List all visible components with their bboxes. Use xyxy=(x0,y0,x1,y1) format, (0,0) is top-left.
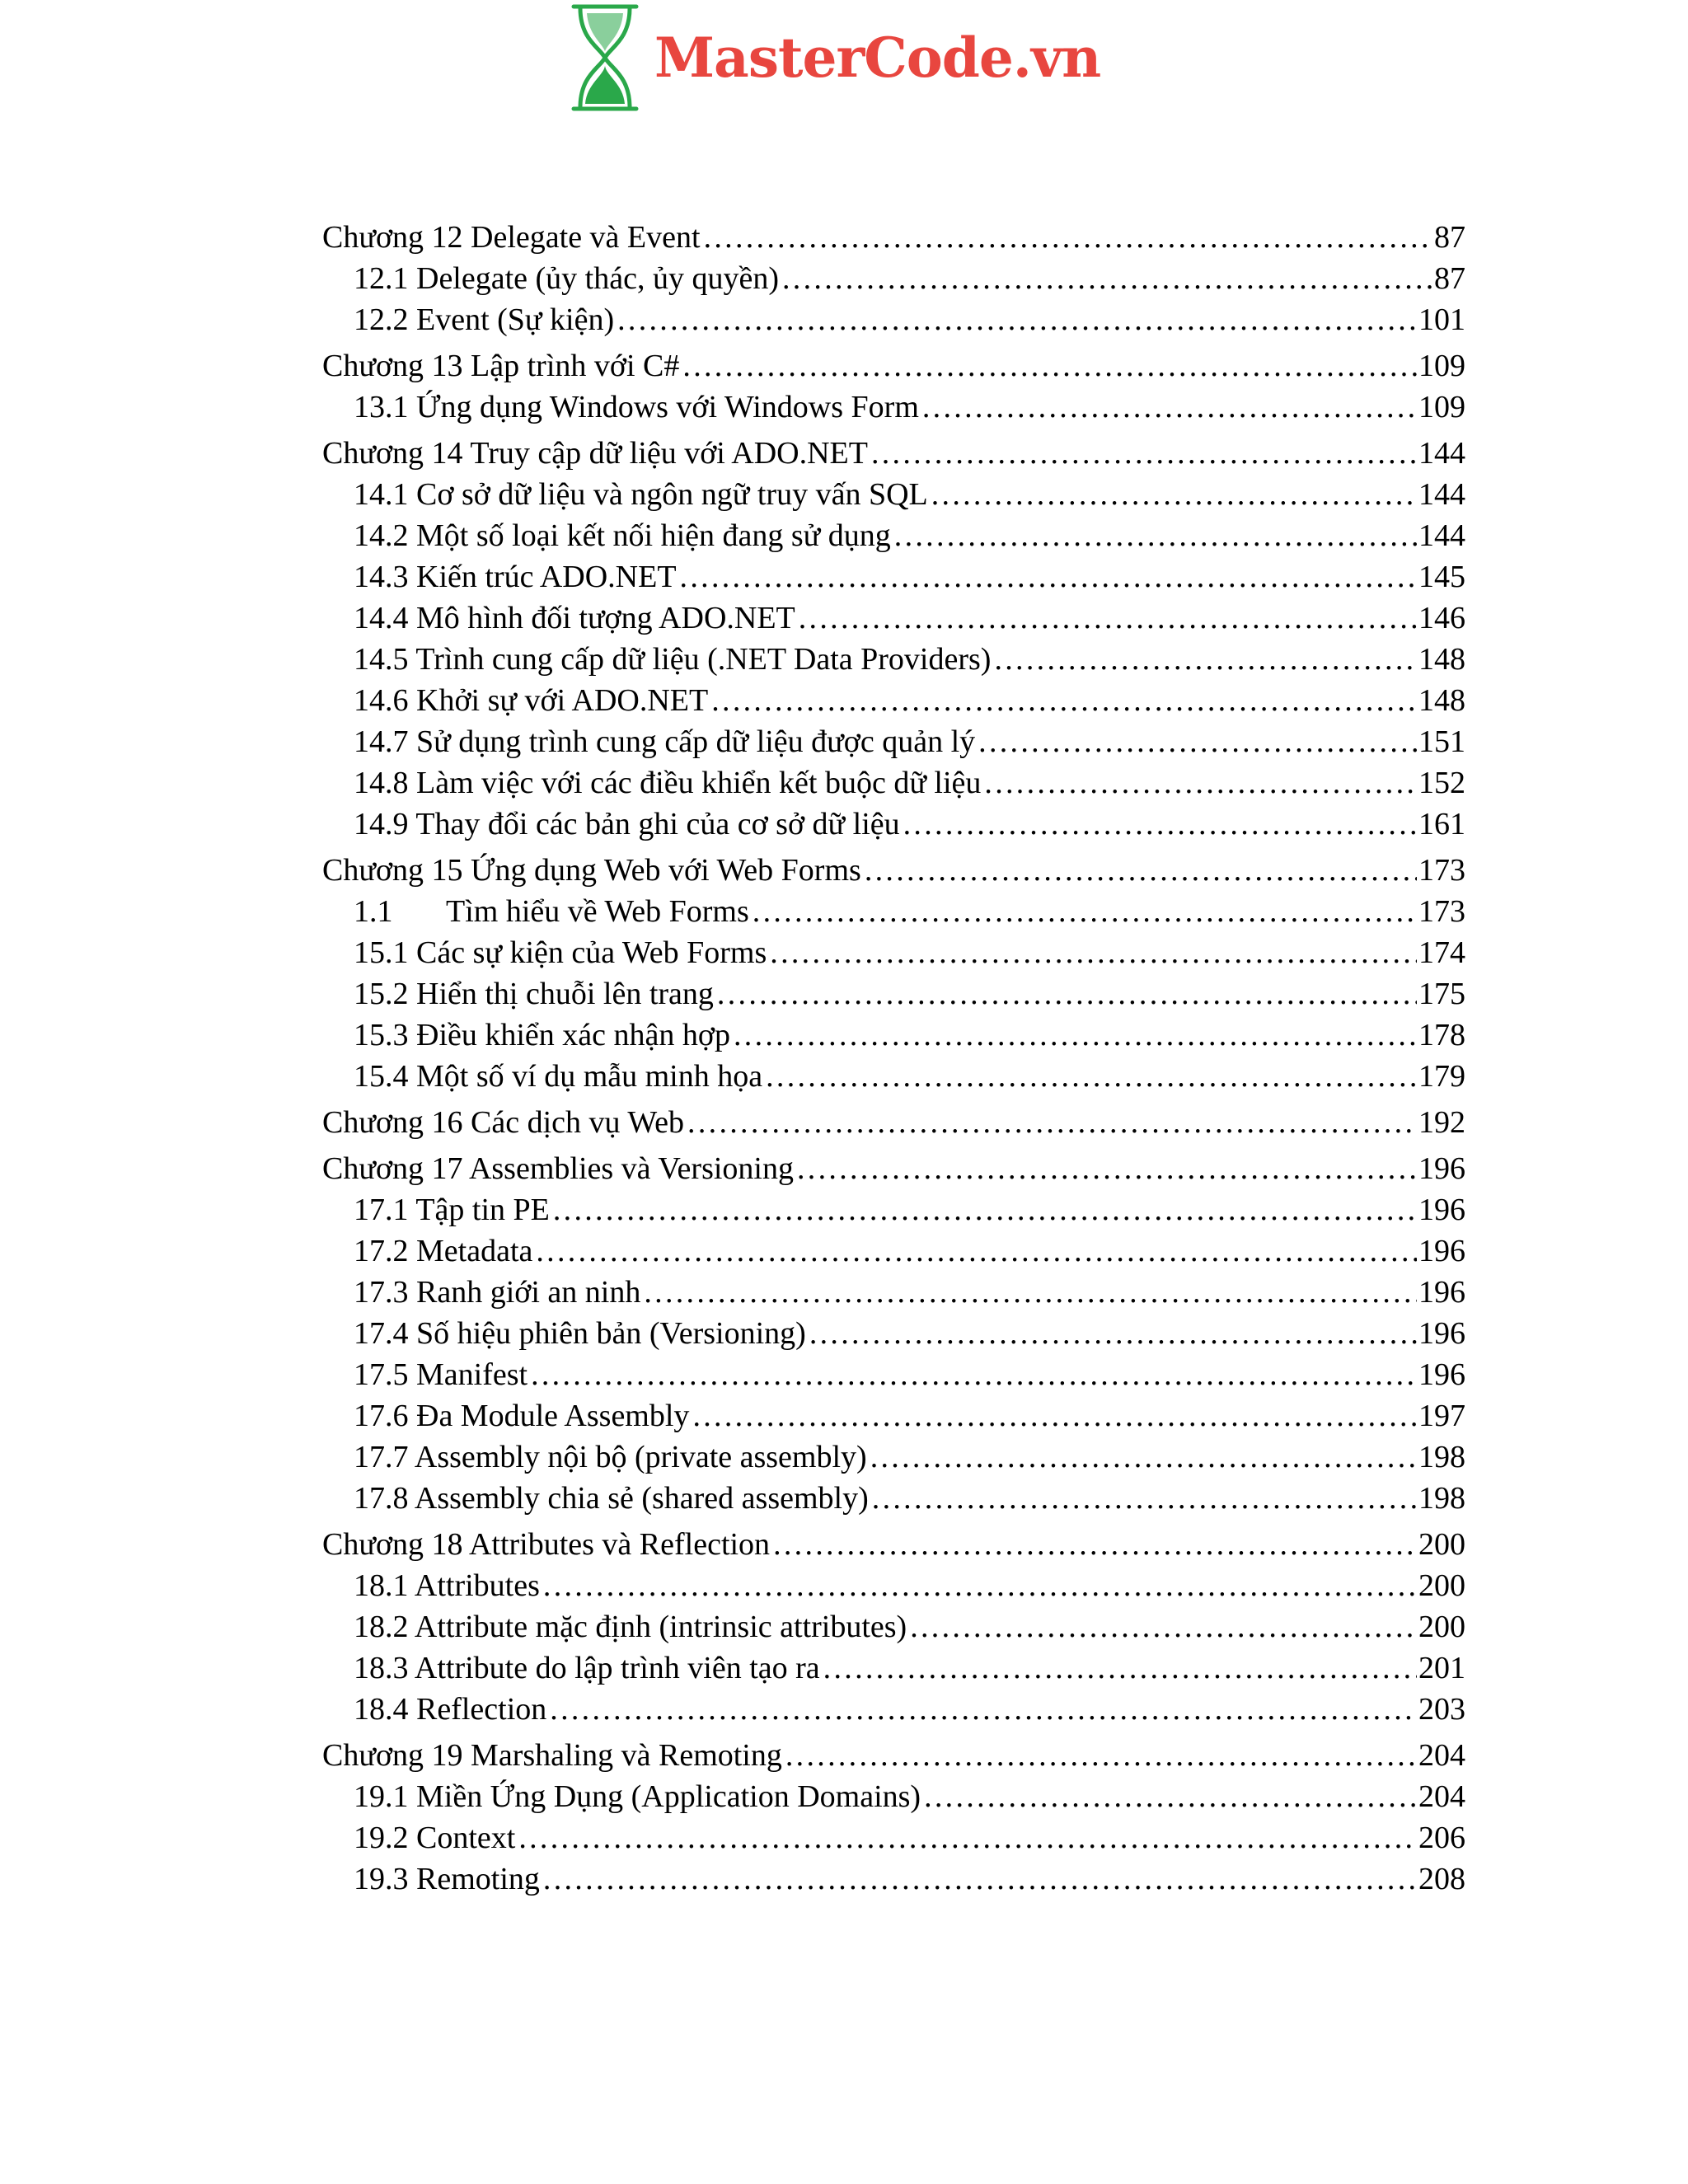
toc-dot-leader xyxy=(543,1858,1417,1900)
toc-page-number: 161 xyxy=(1418,807,1465,841)
toc-page-number: 152 xyxy=(1418,766,1465,800)
toc-section-entry[interactable] xyxy=(322,1189,1465,1230)
toc-page-number: 148 xyxy=(1418,642,1465,677)
toc-entry-title-text: 14.8 Làm việc với các điều khiển kết buộc dữ liệu xyxy=(354,766,982,800)
toc-section-entry[interactable] xyxy=(322,1647,1465,1689)
toc-entry-title-text: 17.2 Metadata xyxy=(354,1234,533,1268)
toc-entry-title-text: 14.5 Trình cung cấp dữ liệu (.NET Data Providers) xyxy=(354,642,992,677)
toc-chapter-entry[interactable] xyxy=(322,1148,1465,1189)
toc-entry-title xyxy=(354,762,981,804)
toc-chapter-entry[interactable] xyxy=(322,1524,1465,1565)
site-logo-text: MasterCode.vn xyxy=(654,26,1101,90)
toc-entry-title-text: 17.4 Số hiệu phiên bản (Versioning) xyxy=(354,1316,806,1351)
toc-entry-title-text: 18.2 Attribute mặc định (intrinsic attributes) xyxy=(354,1610,907,1644)
toc-page-number: 192 xyxy=(1418,1105,1465,1140)
toc-section-entry[interactable] xyxy=(322,1689,1465,1730)
toc-dot-leader xyxy=(865,850,1417,891)
toc-dot-leader xyxy=(809,1313,1417,1354)
toc-page-number: 175 xyxy=(1418,977,1465,1011)
toc-entry-title xyxy=(354,258,779,299)
toc-entry-title-text: 15.2 Hiển thị chuỗi lên trang xyxy=(354,977,714,1011)
toc-entry-title xyxy=(322,217,701,258)
toc-dot-leader xyxy=(766,1056,1417,1097)
toc-entry-title xyxy=(354,891,749,932)
toc-entry-title xyxy=(354,639,991,680)
toc-section-entry[interactable] xyxy=(322,973,1465,1015)
toc-dot-leader xyxy=(531,1354,1417,1395)
toc-dot-leader xyxy=(797,1148,1417,1189)
toc-dot-leader xyxy=(785,1735,1417,1776)
toc-entry-title xyxy=(354,680,708,721)
toc-entry-title xyxy=(354,932,767,973)
toc-page-number: 173 xyxy=(1418,853,1465,888)
toc-section-entry[interactable] xyxy=(322,1395,1465,1436)
toc-dot-leader xyxy=(617,299,1417,340)
toc-dot-leader xyxy=(553,1189,1417,1230)
toc-entry-title xyxy=(322,850,861,891)
toc-chapter-entry[interactable] xyxy=(322,1102,1465,1143)
toc-entry-title-text: Chương 12 Delegate và Event xyxy=(322,220,701,255)
toc-page-number: 101 xyxy=(1418,302,1465,337)
toc-entry-title xyxy=(354,515,891,556)
toc-page-number: 196 xyxy=(1418,1151,1465,1186)
toc-dot-leader xyxy=(782,258,1432,299)
toc-entry-title xyxy=(322,1524,770,1565)
toc-entry-title-text: 14.3 Kiến trúc ADO.NET xyxy=(354,560,677,594)
toc-dot-leader xyxy=(644,1272,1417,1313)
toc-entry-title-text: Chương 14 Truy cập dữ liệu với ADO.NET xyxy=(322,436,868,471)
toc-entry-title xyxy=(354,1817,515,1858)
toc-page-number: 206 xyxy=(1418,1821,1465,1855)
toc-entry-title xyxy=(354,1272,640,1313)
toc-entry-title xyxy=(354,1354,528,1395)
toc-chapter-entry[interactable] xyxy=(322,1735,1465,1776)
toc-dot-leader xyxy=(717,973,1417,1015)
toc-entry-title xyxy=(322,345,679,387)
toc-page-number: 179 xyxy=(1418,1059,1465,1094)
toc-section-entry[interactable] xyxy=(322,474,1465,515)
toc-page-number: 109 xyxy=(1418,390,1465,424)
toc-page-number: 196 xyxy=(1418,1193,1465,1227)
toc-entry-title-text: 14.6 Khởi sự với ADO.NET xyxy=(354,683,709,718)
toc-entry-title-text: 14.9 Thay đổi các bản ghi của cơ sở dữ liệu xyxy=(354,807,900,841)
toc-section-entry[interactable] xyxy=(322,1015,1465,1056)
toc-entry-title-text: 17.5 Manifest xyxy=(354,1357,528,1392)
toc-section-entry[interactable] xyxy=(322,299,1465,340)
toc-section-entry[interactable] xyxy=(322,804,1465,845)
toc-page-number: 109 xyxy=(1418,349,1465,383)
toc-dot-leader xyxy=(922,387,1417,428)
toc-entry-title xyxy=(354,1606,907,1647)
toc-entry-title xyxy=(354,598,795,639)
toc-dot-leader xyxy=(682,345,1417,387)
toc-entry-title xyxy=(354,1647,820,1689)
toc-section-entry[interactable] xyxy=(322,1606,1465,1647)
toc-section-entry[interactable] xyxy=(322,1817,1465,1858)
toc-entry-title xyxy=(354,387,919,428)
toc-dot-leader xyxy=(734,1015,1417,1056)
toc-entry-title xyxy=(354,1056,762,1097)
toc-page-number: 203 xyxy=(1418,1692,1465,1727)
toc-section-entry[interactable] xyxy=(322,515,1465,556)
toc-section-entry[interactable] xyxy=(322,598,1465,639)
toc-dot-leader xyxy=(910,1606,1417,1647)
hourglass-icon xyxy=(567,2,643,114)
toc-entry-title-text: 17.6 Đa Module Assembly xyxy=(354,1399,690,1433)
toc-page-number: 198 xyxy=(1418,1481,1465,1516)
toc-entry-title-text: 19.1 Miền Ứng Dụng (Application Domains) xyxy=(354,1779,921,1814)
toc-section-entry[interactable] xyxy=(322,1858,1465,1900)
toc-entry-title xyxy=(354,1015,730,1056)
toc-section-entry[interactable] xyxy=(322,1436,1465,1478)
toc-section-entry[interactable] xyxy=(322,891,1465,932)
toc-entry-title-text: 18.4 Reflection xyxy=(354,1692,547,1727)
toc-page-number: 200 xyxy=(1418,1610,1465,1644)
toc-dot-leader xyxy=(692,1395,1417,1436)
toc-entry-title-text: 17.1 Tập tin PE xyxy=(354,1193,550,1227)
toc-section-entry[interactable] xyxy=(322,1056,1465,1097)
toc-page-number: 144 xyxy=(1418,436,1465,471)
toc-section-entry[interactable] xyxy=(322,639,1465,680)
toc-page-number: 196 xyxy=(1418,1357,1465,1392)
toc-section-entry[interactable] xyxy=(322,680,1465,721)
toc-dot-leader xyxy=(894,515,1417,556)
toc-entry-title xyxy=(322,1148,794,1189)
toc-entry-title xyxy=(354,1436,867,1478)
toc-page-number: 200 xyxy=(1418,1527,1465,1562)
toc-section-entry[interactable] xyxy=(322,556,1465,598)
toc-dot-leader xyxy=(680,556,1417,598)
toc-chapter-entry[interactable] xyxy=(322,433,1465,474)
toc-chapter-entry[interactable] xyxy=(322,850,1465,891)
toc-page-number: 196 xyxy=(1418,1275,1465,1310)
toc-entry-title-text: Chương 13 Lập trình với C# xyxy=(322,349,680,383)
toc-page-number: 145 xyxy=(1418,560,1465,594)
toc-entry-title xyxy=(354,556,677,598)
toc-dot-leader xyxy=(994,639,1417,680)
toc-entry-number: 1.1 xyxy=(354,894,393,929)
toc-entry-title xyxy=(354,1858,540,1900)
toc-entry-title-text: Chương 15 Ứng dụng Web với Web Forms xyxy=(322,853,861,888)
toc-dot-leader xyxy=(687,1102,1417,1143)
toc-page-number: 197 xyxy=(1418,1399,1465,1433)
toc-dot-leader xyxy=(871,433,1417,474)
toc-page-number: 146 xyxy=(1418,601,1465,635)
toc-entry-title-text: 12.1 Delegate (ủy thác, ủy quyền) xyxy=(354,261,779,296)
toc-entry-title-text: 18.1 Attributes xyxy=(354,1568,540,1603)
toc-dot-leader xyxy=(770,932,1417,973)
toc-entry-title-text: 19.3 Remoting xyxy=(354,1862,540,1896)
toc-section-entry[interactable] xyxy=(322,1776,1465,1817)
toc-page-number: 87 xyxy=(1434,261,1465,296)
toc-page-number: 173 xyxy=(1418,894,1465,929)
toc-entry-title-text: Chương 18 Attributes và Reflection xyxy=(322,1527,771,1562)
toc-dot-leader xyxy=(518,1817,1417,1858)
toc-entry-title-text: 15.3 Điều khiển xác nhận hợp xyxy=(354,1018,730,1052)
toc-entry-title xyxy=(354,1189,550,1230)
toc-section-entry[interactable] xyxy=(322,258,1465,299)
toc-entry-title-text: 14.2 Một số loại kết nối hiện đang sử dụng xyxy=(354,518,891,553)
toc-dot-leader xyxy=(711,680,1417,721)
toc-entry-title xyxy=(354,1395,689,1436)
toc-dot-leader xyxy=(872,1478,1417,1519)
toc-entry-title-text: 14.1 Cơ sở dữ liệu và ngôn ngữ truy vấn SQL xyxy=(354,477,928,512)
table-of-contents xyxy=(322,217,1465,1900)
toc-entry-title xyxy=(322,1735,782,1776)
toc-page-number: 178 xyxy=(1418,1018,1465,1052)
toc-entry-title-text: 13.1 Ứng dụng Windows với Windows Form xyxy=(354,390,919,424)
toc-entry-title xyxy=(354,1565,540,1606)
toc-dot-leader xyxy=(978,721,1417,762)
toc-entry-title xyxy=(354,1230,532,1272)
toc-dot-leader xyxy=(543,1565,1417,1606)
toc-page-number: 204 xyxy=(1418,1779,1465,1814)
toc-entry-title-text: Tìm hiểu về Web Forms xyxy=(446,894,749,929)
toc-page-number: 201 xyxy=(1418,1651,1465,1685)
toc-dot-leader xyxy=(550,1689,1417,1730)
toc-entry-title-text: 17.3 Ranh giới an ninh xyxy=(354,1275,641,1310)
toc-chapter-entry[interactable] xyxy=(322,345,1465,387)
toc-chapter-entry[interactable] xyxy=(322,217,1465,258)
toc-section-entry[interactable] xyxy=(322,1313,1465,1354)
toc-page-number: 144 xyxy=(1418,518,1465,553)
toc-page-number: 174 xyxy=(1418,935,1465,970)
toc-entry-title-text: 14.7 Sử dụng trình cung cấp dữ liệu được quản lý xyxy=(354,724,976,759)
toc-entry-title xyxy=(354,973,714,1015)
toc-page-number: 196 xyxy=(1418,1234,1465,1268)
toc-entry-title-text: 17.7 Assembly nội bộ (private assembly) xyxy=(354,1440,867,1474)
toc-entry-title-text: 19.2 Context xyxy=(354,1821,516,1855)
toc-dot-leader xyxy=(931,474,1417,515)
toc-section-entry[interactable] xyxy=(322,1478,1465,1519)
toc-entry-title-text: Chương 17 Assemblies và Versioning xyxy=(322,1151,794,1186)
toc-entry-title-text: Chương 19 Marshaling và Remoting xyxy=(322,1738,782,1773)
toc-entry-title xyxy=(354,804,900,845)
toc-entry-title xyxy=(354,1478,869,1519)
toc-dot-leader xyxy=(536,1230,1417,1272)
toc-entry-title xyxy=(354,299,614,340)
toc-entry-title xyxy=(354,721,975,762)
toc-dot-leader xyxy=(924,1776,1417,1817)
toc-entry-title-text: 14.4 Mô hình đối tượng ADO.NET xyxy=(354,601,795,635)
toc-dot-leader xyxy=(870,1436,1417,1478)
toc-dot-leader xyxy=(773,1524,1417,1565)
toc-page-number: 204 xyxy=(1418,1738,1465,1773)
toc-page-number: 148 xyxy=(1418,683,1465,718)
toc-page-number: 198 xyxy=(1418,1440,1465,1474)
toc-dot-leader xyxy=(903,804,1417,845)
toc-section-entry[interactable] xyxy=(322,1272,1465,1313)
toc-section-entry[interactable] xyxy=(322,762,1465,804)
toc-entry-title-text: 12.2 Event (Sự kiện) xyxy=(354,302,615,337)
toc-dot-leader xyxy=(704,217,1432,258)
toc-page-number: 87 xyxy=(1434,220,1465,255)
toc-dot-leader xyxy=(753,891,1417,932)
toc-section-entry[interactable] xyxy=(322,721,1465,762)
toc-entry-title xyxy=(322,1102,684,1143)
toc-section-entry[interactable] xyxy=(322,1230,1465,1272)
toc-entry-title-text: Chương 16 Các dịch vụ Web xyxy=(322,1105,685,1140)
toc-section-entry[interactable] xyxy=(322,1354,1465,1395)
toc-page-number: 144 xyxy=(1418,477,1465,512)
toc-dot-leader xyxy=(984,762,1417,804)
toc-entry-title-text: 17.8 Assembly chia sẻ (shared assembly) xyxy=(354,1481,869,1516)
toc-section-entry[interactable] xyxy=(322,1565,1465,1606)
toc-entry-title-text: 15.4 Một số ví dụ mẫu minh họa xyxy=(354,1059,763,1094)
toc-page-number: 208 xyxy=(1418,1862,1465,1896)
toc-page-number: 151 xyxy=(1418,724,1465,759)
toc-section-entry[interactable] xyxy=(322,387,1465,428)
toc-dot-leader xyxy=(799,598,1417,639)
toc-entry-title-text: 15.1 Các sự kiện của Web Forms xyxy=(354,935,767,970)
toc-entry-title xyxy=(354,1689,546,1730)
toc-entry-title xyxy=(354,1776,921,1817)
toc-page-number: 200 xyxy=(1418,1568,1465,1603)
toc-section-entry[interactable] xyxy=(322,932,1465,973)
toc-entry-title xyxy=(322,433,868,474)
toc-entry-title xyxy=(354,474,928,515)
site-logo xyxy=(567,0,1100,115)
toc-dot-leader xyxy=(823,1647,1417,1689)
toc-page-number: 196 xyxy=(1418,1316,1465,1351)
toc-entry-title-text: 18.3 Attribute do lập trình viên tạo ra xyxy=(354,1651,820,1685)
toc-entry-title xyxy=(354,1313,806,1354)
